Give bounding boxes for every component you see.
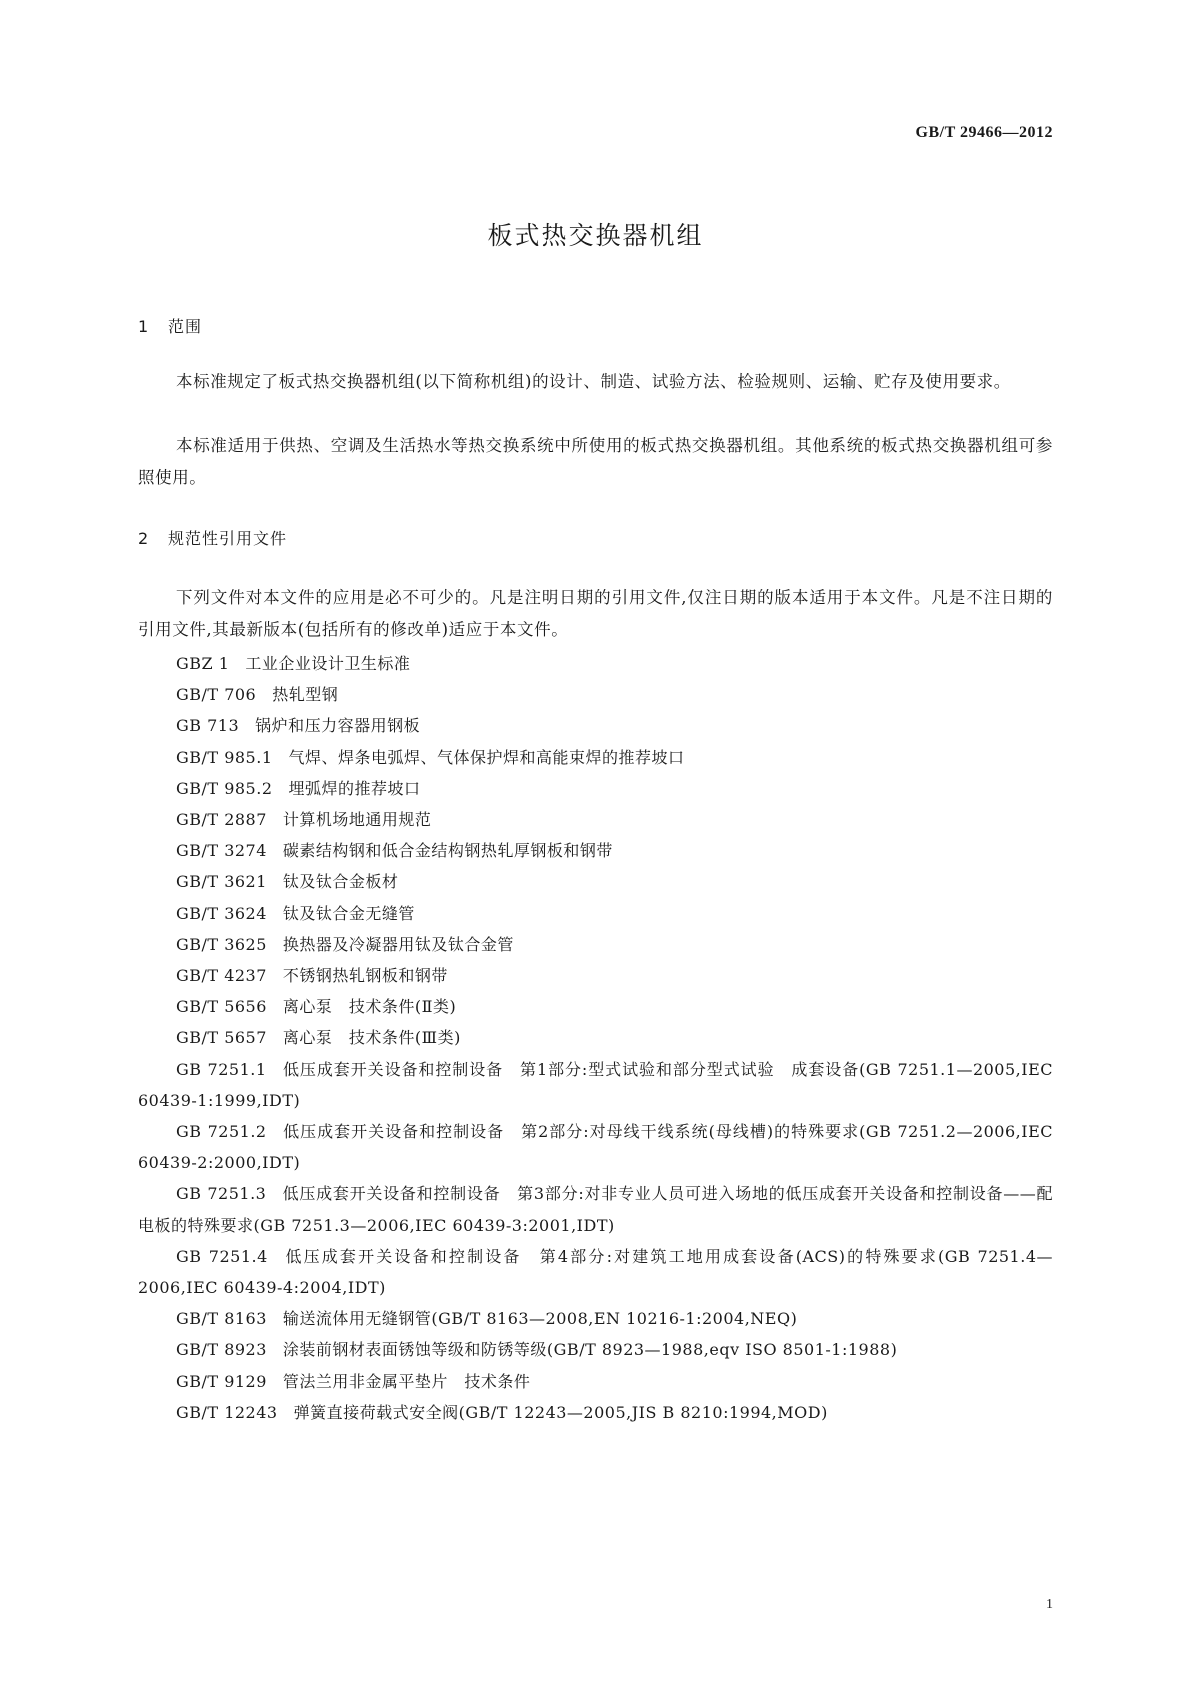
reference-item [138,960,1053,991]
reference-title: 弹簧直接荷载式安全阀(GB/T 12243—2005,JIS B 8210:1994,MOD) [293,1402,828,1422]
reference-title: 输送流体用无缝钢管(GB/T 8163—2008,EN 10216-1:2004,NEQ) [282,1309,798,1329]
reference-code: GBZ 1 [176,654,230,673]
reference-item [138,804,1053,835]
reference-title: 锅炉和压力容器用钢板 [255,716,421,736]
reference-code: GB/T 2887 [176,810,267,830]
reference-item [138,898,1053,929]
paragraph: 本标准适用于供热、空调及生活热水等热交换系统中所使用的板式热交换器机组。其他系统的板式热交换器机组可参照使用。 [138,436,1053,487]
reference-code: GB 7251.1 [176,1059,267,1079]
reference-item [138,1397,1053,1428]
reference-code: GB/T 5657 [176,1028,267,1048]
reference-item [138,1303,1053,1334]
reference-item [138,742,1053,773]
reference-code: GB/T 3625 [176,934,267,954]
reference-item [138,1366,1053,1397]
reference-item [138,679,1053,710]
standard-number: GB/T 29466—2012 [915,124,1053,141]
reference-code: GB/T 3624 [176,903,267,923]
reference-title: 不锈钢热轧钢板和钢带 [282,966,448,986]
reference-title: 工业企业设计卫生标准 [245,654,411,673]
reference-title: 涂装前钢材表面锈蚀等级和防锈等级(GB/T 8923—1988,eqv ISO 8501-1:1988) [282,1340,898,1360]
reference-item [138,1178,1053,1240]
reference-item [138,1022,1053,1053]
reference-title: 低压成套开关设备和控制设备 第2部分:对母线干线系统(母线槽)的特殊要求(GB 7251.2—2006,IEC 60439-2:2000,IDT) [138,1122,1053,1173]
reference-code: GB/T 985.2 [176,778,273,798]
reference-code: GB/T 3621 [176,872,267,892]
reference-title: 气焊、焊条电弧焊、气体保护焊和高能束焊的推荐坡口 [288,747,685,767]
reference-title: 碳素结构钢和低合金结构钢热轧厚钢板和钢带 [282,841,613,861]
reference-list [138,648,1053,1428]
reference-item [138,1241,1053,1303]
reference-code: GB 713 [176,716,240,736]
reference-title: 埋弧焊的推荐坡口 [288,778,421,798]
reference-title: 低压成套开关设备和控制设备 第4部分:对建筑工地用成套设备(ACS)的特殊要求(GB 7251.4—2006,IEC 60439-4:2004,IDT) [138,1246,1054,1298]
document-title: 板式热交换器机组 [487,221,704,250]
reference-code: GB 7251.4 [176,1246,268,1266]
paragraph: 下列文件对本文件的应用是必不可少的。凡是注明日期的引用文件,仅注日期的版本适用于本文件。凡是不注日期的引用文件,其最新版本(包括所有的修改单)适应于本文件。 [138,588,1053,639]
reference-item [138,835,1053,866]
section-2-heading [138,526,287,549]
reference-code: GB/T 985.1 [176,747,273,767]
reference-title: 管法兰用非金属平垫片 技术条件 [282,1371,531,1391]
reference-item [138,773,1053,804]
section-number: 2 [138,529,150,548]
reference-title: 低压成套开关设备和控制设备 第1部分:型式试验和部分型式试验 成套设备(GB 7251.1—2005,IEC 60439-1:1999,IDT) [138,1059,1053,1110]
section-number: 1 [138,317,150,336]
reference-code: GB/T 12243 [176,1402,278,1422]
reference-code: GB 7251.3 [176,1184,267,1204]
page-number: 1 [1046,1597,1053,1612]
reference-code: GB/T 8163 [176,1309,267,1329]
reference-code: GB/T 9129 [176,1371,267,1391]
reference-item [138,866,1053,897]
section-title: 范围 [168,317,203,336]
reference-code: GB/T 4237 [176,966,267,986]
reference-title: 计算机场地通用规范 [282,810,432,830]
reference-title: 离心泵 技术条件(Ⅱ类) [282,997,457,1017]
reference-title: 钛及钛合金板材 [282,872,399,892]
reference-title: 换热器及冷凝器用钛及钛合金管 [282,934,514,954]
reference-code: GB/T 3274 [176,841,267,861]
reference-title: 低压成套开关设备和控制设备 第3部分:对非专业人员可进入场地的低压成套开关设备和控制设备——配电板的特殊要求(GB 7251.3—2006,IEC 60439-3:2001,IDT) [138,1184,1054,1235]
reference-title: 钛及钛合金无缝管 [282,903,415,923]
reference-item [138,1334,1053,1365]
reference-code: GB/T 5656 [176,997,267,1017]
reference-code: GB/T 8923 [176,1340,267,1360]
section-1-heading [138,314,202,337]
section-title: 规范性引用文件 [168,529,288,548]
reference-item [138,929,1053,960]
reference-title: 热轧型钢 [272,685,339,705]
reference-code: GB 7251.2 [176,1122,267,1142]
reference-item [138,991,1053,1022]
reference-title: 离心泵 技术条件(Ⅲ类) [282,1028,461,1048]
reference-item [138,1116,1053,1178]
reference-item [138,1054,1053,1116]
reference-item [138,648,1053,679]
reference-code: GB/T 706 [176,685,257,705]
reference-item [138,710,1053,741]
paragraph: 本标准规定了板式热交换器机组(以下简称机组)的设计、制造、试验方法、检验规则、运输、贮存及使用要求。 [176,372,1011,391]
